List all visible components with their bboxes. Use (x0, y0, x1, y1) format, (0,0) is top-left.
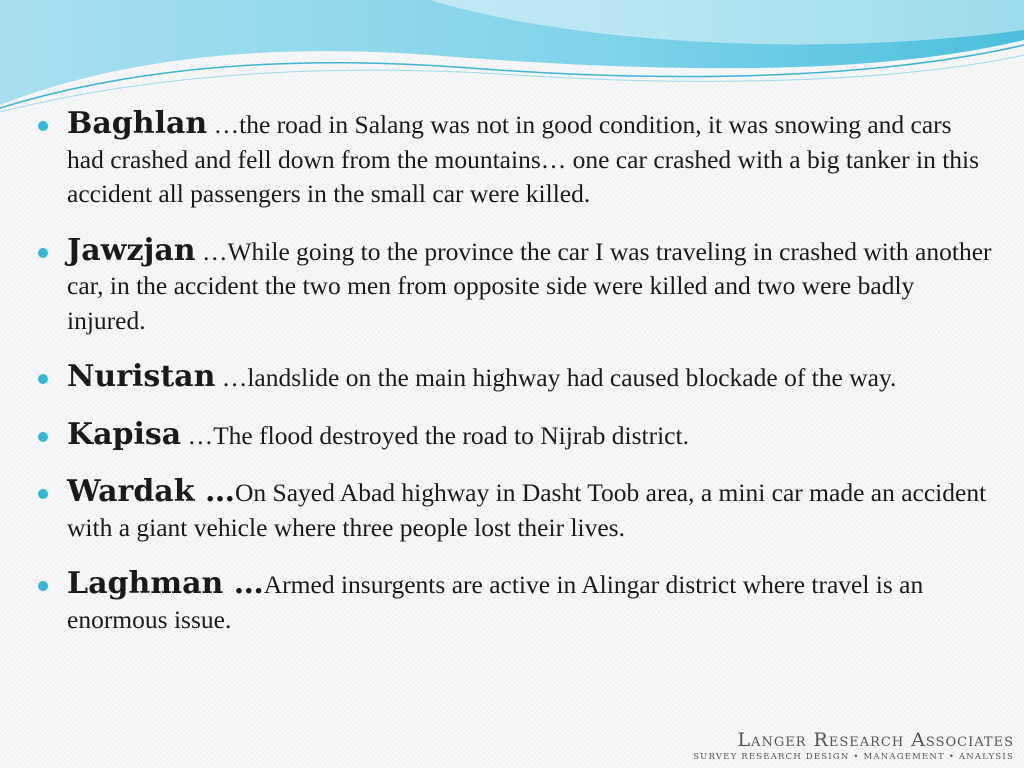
bullet-icon (38, 374, 48, 384)
bullet-icon (38, 121, 48, 131)
province-name: Jawzjan (67, 232, 196, 268)
list-item (34, 234, 994, 339)
list-item (34, 567, 994, 637)
bullet-icon (38, 489, 48, 499)
province-name: Laghman … (67, 566, 264, 601)
company-logo (693, 729, 1014, 762)
province-name: Kapisa (67, 416, 182, 452)
bullet-icon (38, 432, 48, 442)
bullet-icon (38, 248, 48, 258)
list-item (34, 360, 994, 396)
bullet-list (34, 107, 994, 659)
list-item (34, 418, 994, 454)
item-description: …The flood destroyed the road to Nijrab district. (181, 420, 689, 450)
item-description: Armed insurgents are active in Alingar district where travel is an enormous issue. (67, 570, 924, 634)
item-description: On Sayed Abad highway in Dasht Toob area, a mini car made an accident with a giant vehicle where three people lost their lives. (67, 478, 987, 542)
province-name: Wardak … (67, 474, 235, 509)
item-description: …landslide on the main highway had caused blockade of the way. (215, 363, 897, 392)
logo-name: Langer Research Associates (737, 729, 1014, 751)
province-name: Nuristan (67, 359, 216, 394)
item-description: …the road in Salang was not in good condition, it was snowing and cars had crashed and fell down from the mountains… one car crashed with a big tanker in this accident all passengers in the small car were killed. (67, 110, 980, 208)
list-item (34, 475, 994, 545)
item-description: …While going to the province the car I was traveling in crashed with another car, in the accident the two men from opposite side were killed and two were badly injured. (67, 236, 992, 335)
logo-tagline: SURVEY RESEARCH DESIGN • MANAGEMENT • ANALYSIS (693, 752, 1014, 762)
header-wave-decoration (0, 0, 1024, 115)
province-name: Baghlan (67, 106, 208, 141)
list-item (34, 107, 994, 212)
bullet-icon (38, 581, 48, 591)
